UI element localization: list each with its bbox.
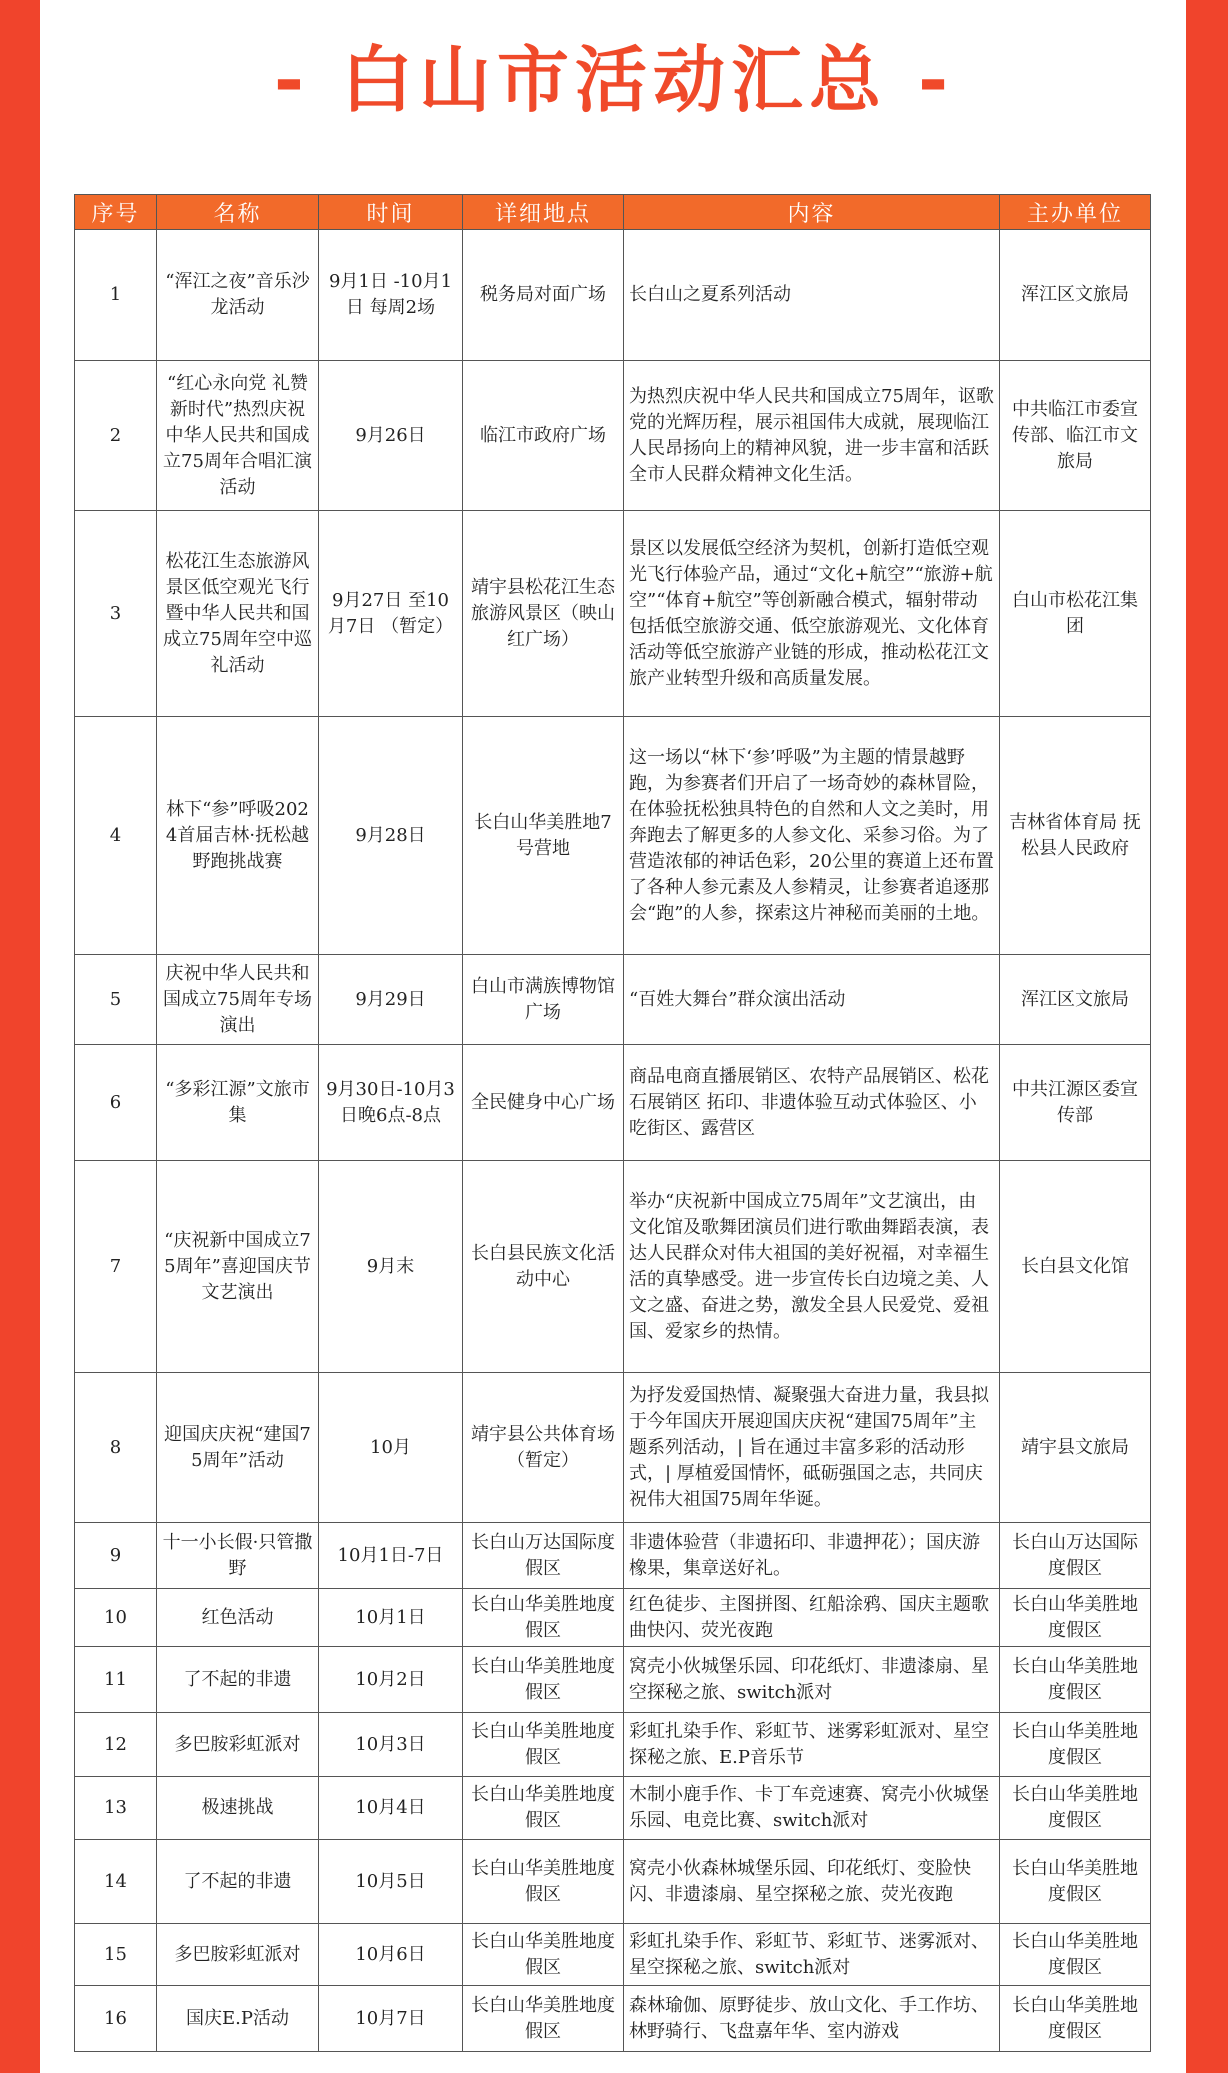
cell-org: 长白山万达国际度假区 <box>1000 1523 1151 1589</box>
cell-content: 景区以发展低空经济为契机，创新打造低空观光飞行体验产品，通过“文化+航空”“旅游+航空”“体育+航空”等创新融合模式，辐射带动包括低空旅游交通、低空旅游观光、文化体育活动等低空旅游产业链的形成，推动松花江文旅产业转型升级和高质量发展。 <box>624 511 1000 717</box>
cell-name: 多巴胺彩虹派对 <box>157 1713 319 1777</box>
page-title: - 白山市活动汇总 - <box>274 38 954 122</box>
cell-name: 林下“参”呼吸2024首届吉林·抚松越野跑挑战赛 <box>157 717 319 955</box>
cell-content: 非遗体验营（非遗拓印、非遗押花）；国庆游橡果，集章送好礼。 <box>624 1523 1000 1589</box>
cell-no: 3 <box>75 511 157 717</box>
cell-place: 靖宇县松花江生态旅游风景区（映山红广场） <box>463 511 624 717</box>
cell-place: 长白县民族文化活动中心 <box>463 1161 624 1373</box>
cell-name: 松花江生态旅游风景区低空观光飞行暨中华人民共和国成立75周年空中巡礼活动 <box>157 511 319 717</box>
table-row <box>75 1523 1151 1589</box>
table-row <box>75 361 1151 511</box>
cell-org: 长白山华美胜地度假区 <box>1000 1713 1151 1777</box>
table-row <box>75 1589 1151 1647</box>
cell-org: 中共临江市委宣传部、临江市文旅局 <box>1000 361 1151 511</box>
table-row <box>75 1986 1151 2052</box>
cell-org: 长白山华美胜地度假区 <box>1000 1589 1151 1647</box>
cell-time: 10月 <box>319 1373 463 1523</box>
cell-org: 长白县文化馆 <box>1000 1161 1151 1373</box>
cell-no: 9 <box>75 1523 157 1589</box>
header-org: 主办单位 <box>1000 195 1151 230</box>
header-time: 时间 <box>319 195 463 230</box>
cell-place: 长白山华美胜地度假区 <box>463 1589 624 1647</box>
table-row <box>75 717 1151 955</box>
cell-place: 长白山华美胜地度假区 <box>463 1777 624 1840</box>
cell-no: 15 <box>75 1924 157 1986</box>
cell-time: 9月1日 -10月1日 每周2场 <box>319 230 463 361</box>
cell-name: “红心永向党 礼赞新时代”热烈庆祝中华人民共和国成立75周年合唱汇演活动 <box>157 361 319 511</box>
cell-name: 了不起的非遗 <box>157 1840 319 1924</box>
table-row <box>75 1161 1151 1373</box>
cell-name: 迎国庆庆祝“建国75周年”活动 <box>157 1373 319 1523</box>
cell-name: 多巴胺彩虹派对 <box>157 1924 319 1986</box>
cell-org: 长白山华美胜地度假区 <box>1000 1777 1151 1840</box>
cell-name: 庆祝中华人民共和国成立75周年专场演出 <box>157 955 319 1045</box>
cell-content: 这一场以“林下‘参’呼吸”为主题的情景越野跑，为参赛者们开启了一场奇妙的森林冒险，在体验抚松独具特色的自然和人文之美时，用奔跑去了解更多的人参文化、采参习俗。为了营造浓郁的神话色彩，20公里的赛道上还布置了各种人参元素及人参精灵，让参赛者追逐那会“跑”的人参，探索这片神秘而美丽的土地。 <box>624 717 1000 955</box>
table-row <box>75 1713 1151 1777</box>
cell-org: 吉林省体育局 抚松县人民政府 <box>1000 717 1151 955</box>
cell-time: 9月30日-10月3日晚6点-8点 <box>319 1045 463 1161</box>
cell-no: 7 <box>75 1161 157 1373</box>
table-header-row <box>75 195 1151 230</box>
cell-no: 12 <box>75 1713 157 1777</box>
table-row <box>75 1924 1151 1986</box>
cell-place: 长白山华美胜地度假区 <box>463 1924 624 1986</box>
cell-no: 4 <box>75 717 157 955</box>
cell-name: “浑江之夜”音乐沙龙活动 <box>157 230 319 361</box>
table-row <box>75 1045 1151 1161</box>
cell-no: 6 <box>75 1045 157 1161</box>
header-name: 名称 <box>157 195 319 230</box>
cell-no: 16 <box>75 1986 157 2052</box>
cell-content: 窝壳小伙城堡乐园、印花纸灯、非遗漆扇、星空探秘之旅、switch派对 <box>624 1647 1000 1713</box>
cell-content: 商品电商直播展销区、农特产品展销区、松花石展销区 拓印、非遗体验互动式体验区、小吃街区、露营区 <box>624 1045 1000 1161</box>
cell-no: 5 <box>75 955 157 1045</box>
cell-org: 浑江区文旅局 <box>1000 230 1151 361</box>
cell-content: 为热烈庆祝中华人民共和国成立75周年，讴歌党的光辉历程，展示祖国伟大成就，展现临江人民昂扬向上的精神风貌，进一步丰富和活跃全市人民群众精神文化生活。 <box>624 361 1000 511</box>
header-content: 内容 <box>624 195 1000 230</box>
table-row <box>75 1777 1151 1840</box>
cell-place: 临江市政府广场 <box>463 361 624 511</box>
cell-no: 10 <box>75 1589 157 1647</box>
cell-content: 彩虹扎染手作、彩虹节、彩虹节、迷雾派对、星空探秘之旅、switch派对 <box>624 1924 1000 1986</box>
cell-time: 10月1日-7日 <box>319 1523 463 1589</box>
cell-content: 森林瑜伽、原野徒步、放山文化、手工作坊、林野骑行、飞盘嘉年华、室内游戏 <box>624 1986 1000 2052</box>
cell-no: 8 <box>75 1373 157 1523</box>
cell-name: 国庆E.P活动 <box>157 1986 319 2052</box>
cell-org: 长白山华美胜地度假区 <box>1000 1924 1151 1986</box>
cell-place: 全民健身中心广场 <box>463 1045 624 1161</box>
table-row <box>75 955 1151 1045</box>
cell-place: 长白山华美胜地度假区 <box>463 1986 624 2052</box>
cell-org: 长白山华美胜地度假区 <box>1000 1647 1151 1713</box>
cell-time: 9月29日 <box>319 955 463 1045</box>
cell-time: 9月26日 <box>319 361 463 511</box>
cell-content: 举办“庆祝新中国成立75周年”文艺演出，由文化馆及歌舞团演员们进行歌曲舞蹈表演，表达人民群众对伟大祖国的美好祝福，对幸福生活的真挚感受。进一步宣传长白边境之美、人文之盛、奋进之势，激发全县人民爱党、爱祖国、爱家乡的热情。 <box>624 1161 1000 1373</box>
cell-time: 9月28日 <box>319 717 463 955</box>
cell-place: 长白山华美胜地度假区 <box>463 1840 624 1924</box>
cell-place: 白山市满族博物馆广场 <box>463 955 624 1045</box>
cell-time: 10月3日 <box>319 1713 463 1777</box>
cell-no: 11 <box>75 1647 157 1713</box>
cell-org: 白山市松花江集团 <box>1000 511 1151 717</box>
cell-time: 9月末 <box>319 1161 463 1373</box>
table-row <box>75 511 1151 717</box>
cell-time: 10月1日 <box>319 1589 463 1647</box>
cell-time: 10月6日 <box>319 1924 463 1986</box>
cell-time: 10月5日 <box>319 1840 463 1924</box>
cell-time: 9月27日 至10月7日 （暂定） <box>319 511 463 717</box>
cell-time: 10月7日 <box>319 1986 463 2052</box>
cell-content: “百姓大舞台”群众演出活动 <box>624 955 1000 1045</box>
header-no: 序号 <box>75 195 157 230</box>
cell-content: 窝壳小伙森林城堡乐园、印花纸灯、变脸快闪、非遗漆扇、星空探秘之旅、荧光夜跑 <box>624 1840 1000 1924</box>
cell-content: 为抒发爱国热情、凝聚强大奋进力量，我县拟于今年国庆开展迎国庆庆祝“建国75周年”主题系列活动，| 旨在通过丰富多彩的活动形式，| 厚植爱国情怀，砥砺强国之志，共同庆祝伟大祖国75周年华诞。 <box>624 1373 1000 1523</box>
cell-org: 长白山华美胜地度假区 <box>1000 1986 1151 2052</box>
cell-no: 13 <box>75 1777 157 1840</box>
header-place: 详细地点 <box>463 195 624 230</box>
table-row <box>75 230 1151 361</box>
cell-name: 了不起的非遗 <box>157 1647 319 1713</box>
cell-name: “多彩江源”文旅市集 <box>157 1045 319 1161</box>
cell-place: 靖宇县公共体育场（暂定） <box>463 1373 624 1523</box>
cell-place: 长白山华美胜地7号营地 <box>463 717 624 955</box>
cell-org: 中共江源区委宣传部 <box>1000 1045 1151 1161</box>
cell-place: 长白山华美胜地度假区 <box>463 1713 624 1777</box>
cell-content: 红色徒步、主图拼图、红船涂鸦、国庆主题歌曲快闪、荧光夜跑 <box>624 1589 1000 1647</box>
table-row <box>75 1647 1151 1713</box>
table-row <box>75 1373 1151 1523</box>
table-row <box>75 1840 1151 1924</box>
cell-place: 长白山万达国际度假区 <box>463 1523 624 1589</box>
cell-content: 彩虹扎染手作、彩虹节、迷雾彩虹派对、星空探秘之旅、E.P音乐节 <box>624 1713 1000 1777</box>
cell-org: 靖宇县文旅局 <box>1000 1373 1151 1523</box>
cell-org: 浑江区文旅局 <box>1000 955 1151 1045</box>
activity-table <box>74 194 1151 2052</box>
cell-name: 极速挑战 <box>157 1777 319 1840</box>
cell-place: 长白山华美胜地度假区 <box>463 1647 624 1713</box>
cell-name: 十一小长假·只管撒野 <box>157 1523 319 1589</box>
cell-name: 红色活动 <box>157 1589 319 1647</box>
cell-no: 1 <box>75 230 157 361</box>
cell-no: 14 <box>75 1840 157 1924</box>
cell-org: 长白山华美胜地度假区 <box>1000 1840 1151 1924</box>
cell-content: 木制小鹿手作、卡丁车竞速赛、窝壳小伙城堡乐园、电竞比赛、switch派对 <box>624 1777 1000 1840</box>
cell-time: 10月4日 <box>319 1777 463 1840</box>
cell-content: 长白山之夏系列活动 <box>624 230 1000 361</box>
cell-name: “庆祝新中国成立75周年”喜迎国庆节文艺演出 <box>157 1161 319 1373</box>
cell-time: 10月2日 <box>319 1647 463 1713</box>
cell-place: 税务局对面广场 <box>463 230 624 361</box>
cell-no: 2 <box>75 361 157 511</box>
